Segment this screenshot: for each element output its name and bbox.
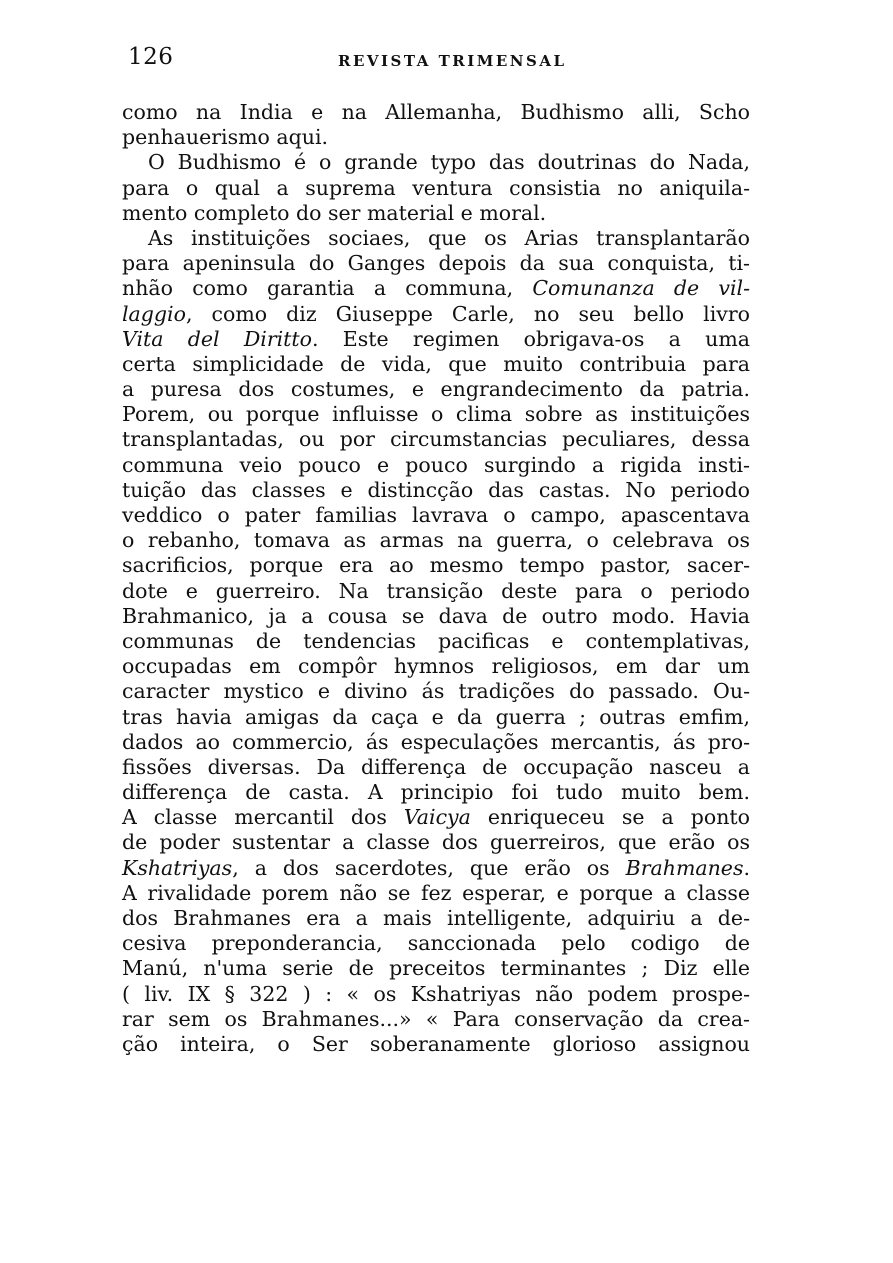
text-segment: ção inteira, o Ser soberanamente glorioso assignou — [122, 1031, 750, 1056]
text-segment: fissões diversas. Da differença de occupação nasceu a — [122, 754, 750, 779]
text-segment: O Budhismo é o grande typo das doutrinas do Nada, — [148, 150, 750, 175]
text-line — [122, 251, 750, 276]
text-segment: A classe mercantil dos — [122, 805, 404, 830]
text-segment: dados ao commercio, ás especulações mercantis, ás pro- — [122, 729, 750, 754]
text-line — [122, 906, 750, 931]
text-segment: . Este regimen obrigava-os a uma — [312, 326, 750, 351]
text-segment: para apeninsula do Ganges depois da sua conquista, ti- — [122, 251, 750, 276]
text-line — [122, 226, 750, 251]
text-line — [122, 1032, 750, 1057]
text-segment: sacrificios, porque era ao mesmo tempo pastor, sacer- — [122, 553, 750, 578]
text-segment: Brahmanico, ja a cousa se dava de outro modo. Havia — [122, 603, 750, 628]
text-segment: communa veio pouco e pouco surgindo a rigida insti- — [122, 452, 750, 477]
text-line — [122, 327, 750, 352]
text-line — [122, 956, 750, 981]
text-line — [122, 100, 750, 125]
text-line — [122, 352, 750, 377]
text-line — [122, 629, 750, 654]
text-line — [122, 276, 750, 301]
text-segment: . — [743, 855, 750, 880]
text-line — [122, 679, 750, 704]
text-segment: , a dos sacerdotes, que erão os — [232, 855, 626, 880]
text-segment: A rivalidade porem não se fez esperar, e porque a classe — [122, 880, 750, 905]
text-segment: As instituições sociaes, que os Arias transplantarão — [148, 225, 750, 250]
text-segment: enriqueceu se a ponto — [470, 805, 750, 830]
text-line — [122, 931, 750, 956]
text-segment: dote e guerreiro. Na transição deste para o periodo — [122, 578, 750, 603]
text-segment: tras havia amigas da caça e da guerra ; outras emfim, — [122, 704, 750, 729]
page-number: 126 — [128, 44, 174, 70]
text-line — [122, 780, 750, 805]
text-segment: rar sem os Brahmanes...» « Para conservação da crea- — [122, 1006, 750, 1031]
text-line — [122, 150, 750, 175]
text-line — [122, 553, 750, 578]
text-segment: caracter mystico e divino ás tradições do passado. Ou- — [122, 679, 750, 704]
text-segment: communas de tendencias pacificas e contemplativas, — [122, 628, 750, 653]
text-segment: ( liv. IX § 322 ) : « os Kshatriyas não podem prospe- — [122, 981, 750, 1006]
text-segment: como na India e na Allemanha, Budhismo alli, Scho — [122, 100, 750, 124]
text-line — [122, 478, 750, 503]
text-segment: para o qual a suprema ventura consistia no aniquila- — [122, 175, 750, 200]
text-line — [122, 579, 750, 604]
text-segment: veddico o pater familias lavrava o campo, apascentava — [122, 503, 750, 527]
italic-text-segment: Vaicya — [403, 805, 471, 830]
text-line — [122, 830, 750, 855]
text-line — [122, 982, 750, 1007]
text-line — [122, 755, 750, 780]
text-line — [122, 805, 750, 830]
text-segment: de poder sustentar a classe dos guerreiros, que erão os — [122, 830, 750, 855]
text-segment: occupadas em compôr hymnos religiosos, em dar um — [122, 654, 750, 679]
text-line — [122, 201, 750, 226]
text-line — [122, 125, 750, 150]
text-line — [122, 377, 750, 402]
text-line — [122, 302, 750, 327]
text-line — [122, 1007, 750, 1032]
text-segment: transplantadas, ou por circumstancias peculiares, dessa — [122, 427, 750, 452]
text-segment: Porem, ou porque influisse o clima sobre as instituições — [122, 402, 750, 427]
text-segment: , como diz Giuseppe Carle, no seu bello livro — [185, 301, 750, 326]
text-line — [122, 705, 750, 730]
text-segment: Manú, n'uma serie de preceitos terminantes ; Diz elle — [122, 956, 750, 981]
text-segment: penhauerismo aqui. — [122, 125, 329, 150]
running-title: REVISTA TRIMENSAL — [338, 52, 567, 70]
text-line — [122, 881, 750, 906]
italic-text-segment: laggio — [122, 301, 186, 326]
text-line — [122, 856, 750, 881]
text-line — [122, 402, 750, 427]
text-line — [122, 528, 750, 553]
text-segment: certa simplicidade de vida, que muito contribuia para — [122, 351, 750, 376]
text-segment: cesiva preponderancia, sanccionada pelo codigo de — [122, 931, 750, 956]
text-line — [122, 453, 750, 478]
text-line — [122, 730, 750, 755]
italic-text-segment: Brahmanes — [625, 855, 744, 880]
body-text — [122, 100, 750, 1057]
text-line — [122, 654, 750, 679]
text-line — [122, 176, 750, 201]
text-segment: dos Brahmanes era a mais intelligente, adquiriu a de- — [122, 906, 750, 930]
text-line — [122, 604, 750, 629]
text-segment: mento completo do ser material e moral. — [122, 200, 547, 225]
italic-text-segment: Kshatriyas — [122, 855, 233, 880]
text-segment: a puresa dos costumes, e engrandecimento da patria. — [122, 377, 750, 402]
text-segment: o rebanho, tomava as armas na guerra, o celebrava os — [122, 528, 750, 553]
page-header — [128, 44, 748, 74]
text-line — [122, 503, 750, 528]
italic-text-segment: Vita del Diritto — [122, 326, 312, 351]
text-segment: nhão como garantia a communa, — [122, 276, 533, 301]
italic-text-segment: Comunanza de vil- — [532, 276, 751, 301]
text-line — [122, 427, 750, 452]
text-segment: tuição das classes e distincção das castas. No periodo — [122, 477, 750, 502]
text-segment: differença de casta. A principio foi tudo muito bem. — [122, 780, 750, 805]
